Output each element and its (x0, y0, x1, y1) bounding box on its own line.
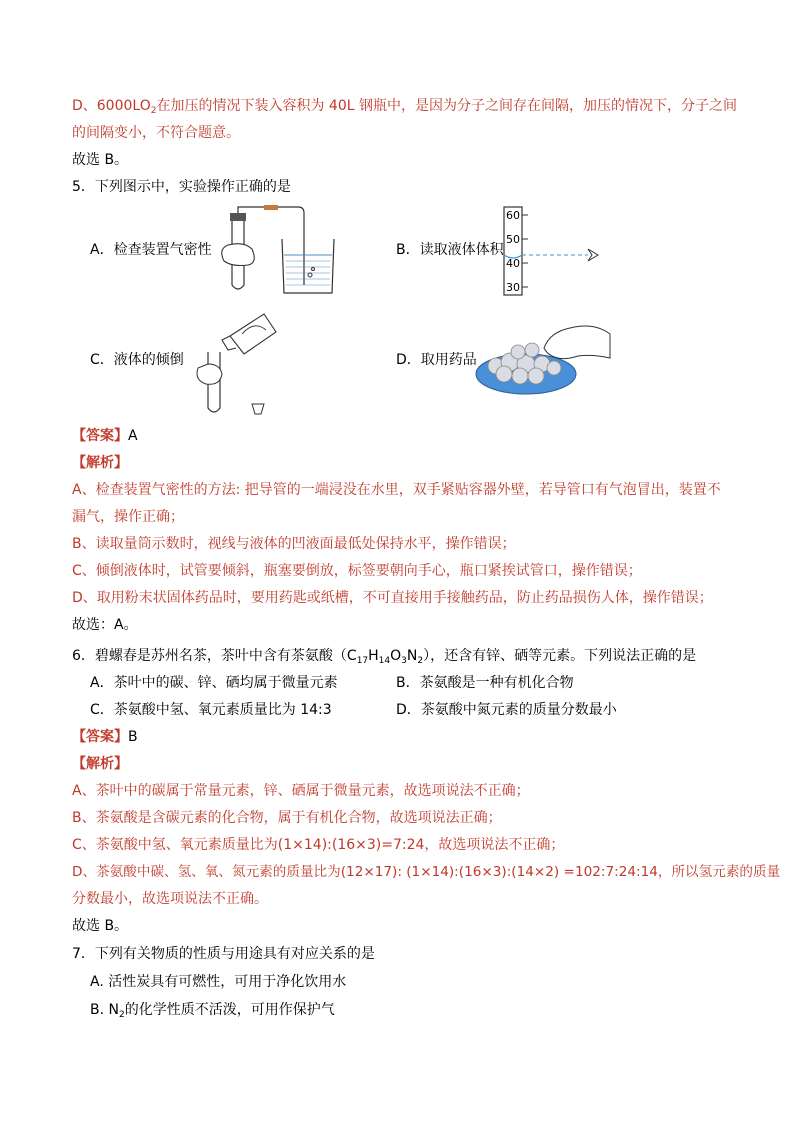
q6-option-a: A．茶叶中的碳、锌、硒均属于微量元素 (90, 675, 338, 691)
q4-option-d-line1: D、$6000LO_2$在加压的情况下装入容积为 40L 钢瓶中，是因为分子之间存在间隔，加压的情况下，分子之间 (72, 98, 737, 116)
q7-option-a: A. 活性炭具有可燃性，可用于净化饮用水 (90, 974, 347, 990)
q6-option-b: B．茶氨酸是一种有机化合物 (396, 675, 574, 691)
q7-option-b: B. $N_2$的化学性质不活泼，可用作保护气 (90, 1002, 335, 1020)
q5-answer: 【答案】A (72, 428, 138, 444)
q6-choose: 故选 B。 (72, 918, 129, 934)
q6-explanation-d-line2: 分数最小，故选项说法不正确。 (72, 891, 268, 907)
q4-choose: 故选 B。 (72, 152, 129, 168)
q4-option-d-line2: 的间隔变小，不符合题意。 (72, 125, 240, 141)
q5-analysis-heading: 【解析】 (72, 455, 128, 471)
q6-option-c: C．茶氨酸中氢、氧元素质量比为 14:3 (90, 702, 332, 718)
graduated-cylinder-figure (500, 205, 610, 297)
q6-explanation-d-line1: D、茶氨酸中碳、氢、氧、氮元素的质量比为(12×17): (1×14):(16×3):(14×2) =102:7:24:14，所以氢元素的质量 (72, 864, 781, 880)
q5-explanation-c: C、倾倒液体时，试管要倾斜，瓶塞要倒放，标签要朝向手心，瓶口紧挨试管口，操作错误； (72, 563, 642, 579)
cylinder-tick-50: 50 (506, 233, 520, 246)
q5-explanation-a-line1: A、检查装置气密性的方法: 把导管的一端浸没在水里，双手紧贴容器外壁，若导管口有气泡冒出，装置不 (72, 482, 721, 498)
q7-stem: 7．下列有关物质的性质与用途具有对应关系的是 (72, 946, 375, 962)
taking-reagent-by-hand-figure (474, 318, 614, 398)
q6-explanation-c: C、茶氨酸中氢、氧元素质量比为(1×14):(16×3)=7:24，故选项说法不正确； (72, 837, 565, 853)
q5-explanation-b: B、读取量筒示数时，视线与液体的凹液面最低处保持水平，操作错误； (72, 536, 516, 552)
q6-option-d: D．茶氨酸中氮元素的质量分数最小 (396, 702, 617, 718)
airtightness-check-figure (218, 205, 348, 297)
q5-option-a-label: A．检查装置气密性 (90, 242, 212, 258)
q6-analysis-heading: 【解析】 (72, 756, 128, 772)
cylinder-tick-30: 30 (506, 281, 520, 294)
q5-explanation-a-line2: 漏气，操作正确； (72, 509, 184, 525)
q5-option-b-label: B．读取液体体积 (396, 242, 504, 258)
q6-answer: 【答案】B (72, 729, 138, 745)
q5-option-d-label: D．取用药品 (396, 352, 477, 368)
q5-explanation-d: D、取用粉末状固体药品时，要用药匙或纸槽，不可直接用手接触药品，防止药品损伤人体，操作错误； (72, 590, 713, 606)
cylinder-tick-60: 60 (506, 209, 520, 222)
cylinder-tick-40: 40 (506, 257, 520, 270)
q6-explanation-b: B、茶氨酸是含碳元素的化合物，属于有机化合物，故选项说法正确； (72, 810, 502, 826)
q5-choose: 故选：A。 (72, 617, 138, 633)
q6-explanation-a: A、茶叶中的碳属于常量元素，锌、硒属于微量元素，故选项说法不正确； (72, 783, 530, 799)
q6-stem: 6．碧螺春是苏州名茶，茶叶中含有茶氨酸$(C_{17}H_{14}O_3N_2)$，还含有锌、硒等元素。下列说法正确的是 (72, 648, 697, 666)
q5-option-c-label: C．液体的倾倒 (90, 352, 184, 368)
q5-stem: 5．下列图示中，实验操作正确的是 (72, 179, 291, 195)
liquid-pouring-figure (194, 304, 284, 416)
